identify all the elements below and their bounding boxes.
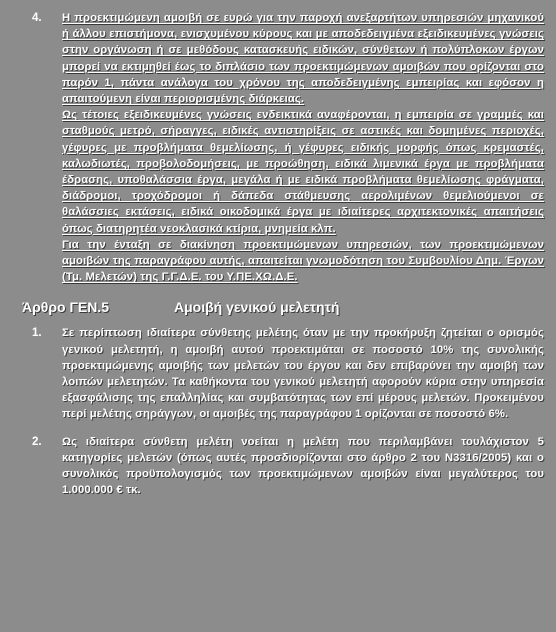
article-heading xyxy=(22,299,544,315)
item-text: Ως ιδιαίτερα σύνθετη μελέτη νοείται η μελέτη που περιλαμβάνει τουλάχιστον 5 κατηγορίες μελετών (όπως αυτές προσδιορίζονται στο άρθρο 2 του Ν3316/2005) και ο συνολικός προϋπολογισμός των προεκτιμώμενων αμοιβών είναι μεγαλύτερος του 1.000.000 € τκ. xyxy=(62,435,544,497)
article-number: Άρθρο ΓΕΝ.5 xyxy=(22,299,109,316)
article-item-1 xyxy=(22,325,544,422)
paragraph-1: Η προεκτιμώμενη αμοιβή σε ευρώ για την παροχή ανεξαρτήτων υπηρεσιών μηχανικού ή άλλου επιστήμονα, ενισχυμένου κύρους και με αποδεδειγμένα εξειδικευμένες γνώσεις στην οργάνωση ή σε μεθόδους κατασκευής ειδικών, σύνθετων ή πολύπλοκων έργων μπορεί να εκτιμηθεί έως το διπλάσιο των προεκτιμώμενων αμοιβών που ορίζονται στο παρόν 1, πάντα ανάλογα του χρόνου της αποδεδειγμένης εμπειρίας και εφόσον η απαιτούμενη είναι περιορισμένης διάρκειας. xyxy=(62,12,544,106)
item-number: 1. xyxy=(32,327,42,340)
item-text: Σε περίπτωση ιδιαίτερα σύνθετης μελέτης όταν με την προκήρυξη ζητείται ο ορισμός γενικού μελετητή, η αμοιβή αυτού προεκτιμάται σε ποσοστό 10% της συνολικής προεκτιμώμενης αμοιβής των μελετών του έργου και δεν επιβαρύνει την αμοιβή των λοιπών μελετητών. Τα καθήκοντα του γενικού μελετητή αφορούν κύρια στην υπηρεσία εξασφάλισης της επαλληλίας και συμβατότητας των επί μέρους μελετών. Προκειμένου περί μελέτης σηράγγων, οι αμοιβές της παραγράφου 1 ορίζονται σε ποσοστό 6%. xyxy=(62,327,544,421)
section-4 xyxy=(22,10,544,285)
section-number: 4. xyxy=(32,12,42,24)
section-body xyxy=(62,10,544,285)
paragraph-2: Ως τέτοιες εξειδικευμένες γνώσεις ενδεικτικά αναφέρονται, η εμπειρία σε γραμμές και σταθμούς μετρό, σήραγγες, ειδικές αντιστηρίξεις σε αστικές και δομημένες περιοχές, γέφυρες με προβλήματα θεμελίωσης, ή γέφυρες ειδικής μορφής όπως κρεμαστές, καλωδιωτές, προβολοδομήσεις, με προώθηση, ειδικά λιμενικά έργα με προβλήματα έδρασης, υποθαλάσσια έργα, μεγάλα ή με ειδικά προβλήματα θεμελίωσης φράγματα, διάδρομοι, τροχόδρομοι ή δάπεδα στάθμευσης αερολιμένων θεμελιούμενοι σε θαλάσσιες εκτάσεις, ειδικά οικοδομικά έργα με ιδιαίτερες αρχιτεκτονικές απαιτήσεις όπως διατηρητέα νεοκλασικά κτίρια, μνημεία κλπ. xyxy=(62,109,544,235)
paragraph-3: Για την ένταξη σε διακίνηση προεκτιμώμενων υπηρεσιών, των προεκτιμώμενων αμοιβών της παραγράφου αυτής, απαιτείται γνωμοδότηση του Συμβουλίου Δημ. Έργων (Τμ. Μελετών) της Γ.Γ.Δ.Ε. του Υ.ΠΕ.ΧΩ.Δ.Ε. xyxy=(62,238,544,284)
item-number: 2. xyxy=(32,435,42,448)
article-item-2 xyxy=(22,434,544,499)
article-title: Αμοιβή γενικού μελετητή xyxy=(174,299,340,316)
